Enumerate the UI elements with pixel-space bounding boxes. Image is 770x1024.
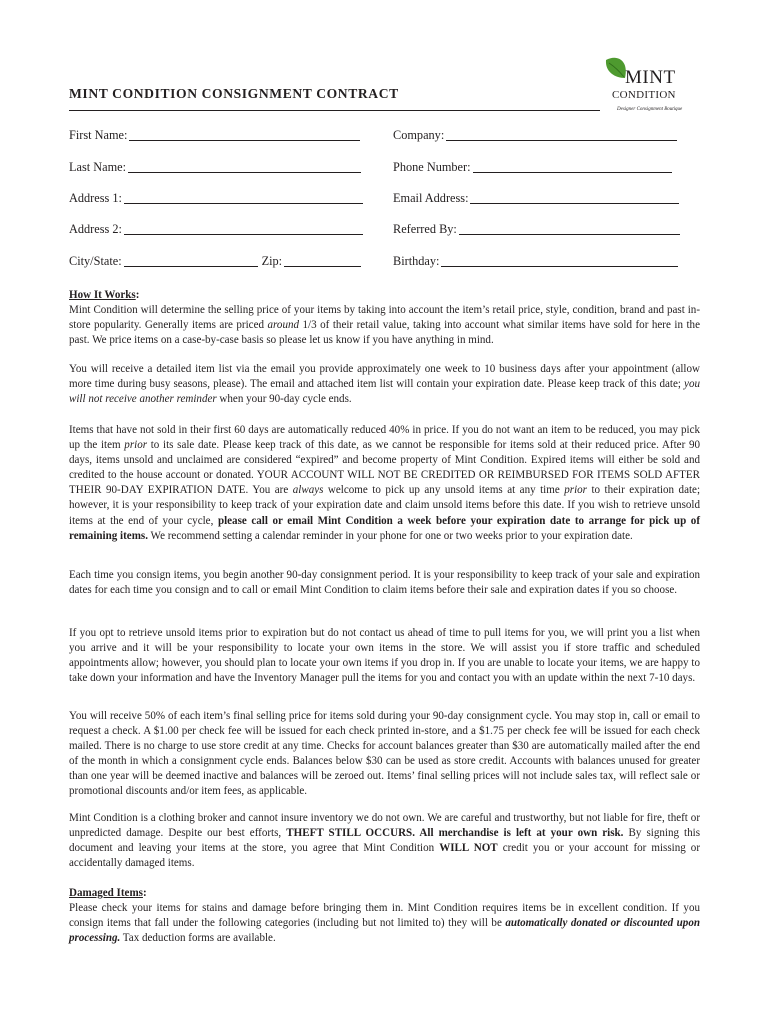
paragraph-price-reduction: Items that have not sold in their first 60 days are automatically reduced 40% in price. If you do not want an item to be reduced, you may pick up the item prior to its sale date. Please keep track of this date, as we cannot be responsible for items sold at their reduced price. After 90 days, items unsold and unclaimed are considered “expired” and become property of Mint Condition. Expired items will either be sold and credited to the house account or donated. YOUR ACCOUNT WILL NOT BE CREDITED OR REIMBURSED FOR ITEMS SOLD AFTER THEIR 90-DAY EXPIRATION DATE. You are always welcome to pick up any unsold items at any time prior to their expiration date; however, it is your responsibility to keep track of your expiration date and claim unsold items before this date. If you wish to retrieve unsold items at the end of your cycle, please call or email Mint Condition a week before your expiration date to arrange for pick up of remaining items. We recommend setting a calendar reminder in your phone for one or two weeks prior to your expiration date. bbox=[69, 424, 701, 542]
last-name-field[interactable] bbox=[69, 160, 361, 175]
zip-line[interactable] bbox=[284, 254, 361, 267]
logo-word-mint: MINT bbox=[625, 67, 676, 88]
address1-label: Address 1: bbox=[69, 191, 122, 205]
phone-field[interactable] bbox=[393, 160, 672, 175]
how-it-works-heading: How It Works bbox=[69, 289, 136, 301]
logo-word-condition: CONDITION bbox=[612, 89, 676, 101]
email-field[interactable] bbox=[393, 191, 679, 206]
company-label: Company: bbox=[393, 128, 445, 142]
paragraph-item-list: You will receive a detailed item list via the email you provide approximately one week to 10 business days after your appointment (allow more time during busy seasons, please). The email and attached item list will contain your expiration date. Please keep track of this date; you will not receive another reminder when your 90-day cycle ends. bbox=[69, 363, 700, 406]
referred-field[interactable] bbox=[393, 222, 680, 237]
city-state-field[interactable] bbox=[69, 254, 361, 269]
first-name-field[interactable] bbox=[69, 128, 360, 143]
company-line[interactable] bbox=[446, 128, 677, 141]
address1-line[interactable] bbox=[124, 191, 363, 204]
address2-line[interactable] bbox=[124, 222, 363, 235]
paragraph-liability: Mint Condition is a clothing broker and cannot insure inventory we do not own. We are careful and trustworthy, but not liable for fire, theft or unpredicted damage. Despite our best efforts, THEFT STILL OCCURS. All merchandise is left at your own risk. By signing this document and leaving your items at the store, you agree that Mint Condition WILL NOT credit you or your account for missing or accidentally damaged items. bbox=[69, 812, 701, 870]
referred-line[interactable] bbox=[459, 222, 680, 235]
city-state-line[interactable] bbox=[124, 254, 258, 267]
company-field[interactable] bbox=[393, 128, 677, 143]
paragraph-consignment-period: Each time you consign items, you begin another 90-day consignment period. It is your responsibility to keep track of your sale and expiration dates for each time you consign and to call or email Mint Condition to claim items before their sale and expiration dates if you so choose. bbox=[69, 569, 700, 597]
address2-field[interactable] bbox=[69, 222, 363, 237]
first-name-line[interactable] bbox=[129, 128, 360, 141]
birthday-label: Birthday: bbox=[393, 254, 440, 268]
damaged-items-section: Damaged Items: Please check your items for stains and damage before bringing them in. Mint Condition requires items be in excellent condition. If you consign items that fall under the following categories (including but not limited to) they will be automatically donated or discounted upon processing. Tax deduction forms are available. bbox=[69, 887, 700, 945]
birthday-line[interactable] bbox=[441, 254, 678, 267]
logo-tagline: Designer Consignment Boutique bbox=[617, 107, 683, 112]
referred-label: Referred By: bbox=[393, 222, 457, 236]
paragraph-retrieve-items: If you opt to retrieve unsold items prior to expiration but do not contact us ahead of time to pull items for you, we will print you a list when you arrive and it will be your responsibility to locate your own items in the store. We will assist you if store traffic and scheduled appointments allow; however, you should plan to locate your own items if you drop in. If you are unable to locate your items, we are happy to take down your information and have the Inventory Manager pull the items for you and contact you with an update within the next 7-10 days. bbox=[69, 627, 700, 685]
paragraph-payment: You will receive 50% of each item’s final selling price for items sold during your 90-day consignment cycle. You may stop in, call or email to request a check. A $1.00 per check fee will be issued for each check printed in-store, and a $1.75 per check fee will be issued for each check mailed. There is no charge to use store credit at any time. Checks for account balances greater than $30 are automatically mailed after the end of the month in which a consignment cycle ends. Balances below $30 can be used as store credit. Accounts with balances unused for greater than one year will be deemed inactive and balances will be zeroed out. Items’ final selling prices will not include sales tax, will reflect sale or promotional discounts and/or item fees, as applicable. bbox=[69, 710, 700, 798]
zip-label: Zip: bbox=[261, 254, 283, 268]
phone-label: Phone Number: bbox=[393, 160, 471, 174]
how-it-works-paragraph: How It Works: Mint Condition will determine the selling price of your items by taking into account the item’s retail price, style, condition, brand and past in-store popularity. Generally items are priced around 1/3 of their retail value, taking into account what similar items have sold for here in the past. We price items on a case-by-case basis so please let us know if you have anything in mind. bbox=[69, 289, 700, 347]
mint-condition-logo bbox=[603, 54, 703, 118]
email-line[interactable] bbox=[470, 191, 679, 204]
email-label: Email Address: bbox=[393, 191, 469, 205]
birthday-field[interactable] bbox=[393, 254, 678, 269]
first-name-label: First Name: bbox=[69, 128, 128, 142]
last-name-label: Last Name: bbox=[69, 160, 127, 174]
city-state-label: City/State: bbox=[69, 254, 122, 268]
last-name-line[interactable] bbox=[128, 160, 361, 173]
address2-label: Address 2: bbox=[69, 222, 122, 236]
damaged-items-heading: Damaged Items bbox=[69, 887, 143, 899]
address1-field[interactable] bbox=[69, 191, 363, 206]
how-it-works-section bbox=[69, 288, 700, 348]
page-title: MINT CONDITION CONSIGNMENT CONTRACT bbox=[69, 86, 600, 111]
phone-line[interactable] bbox=[473, 160, 672, 173]
